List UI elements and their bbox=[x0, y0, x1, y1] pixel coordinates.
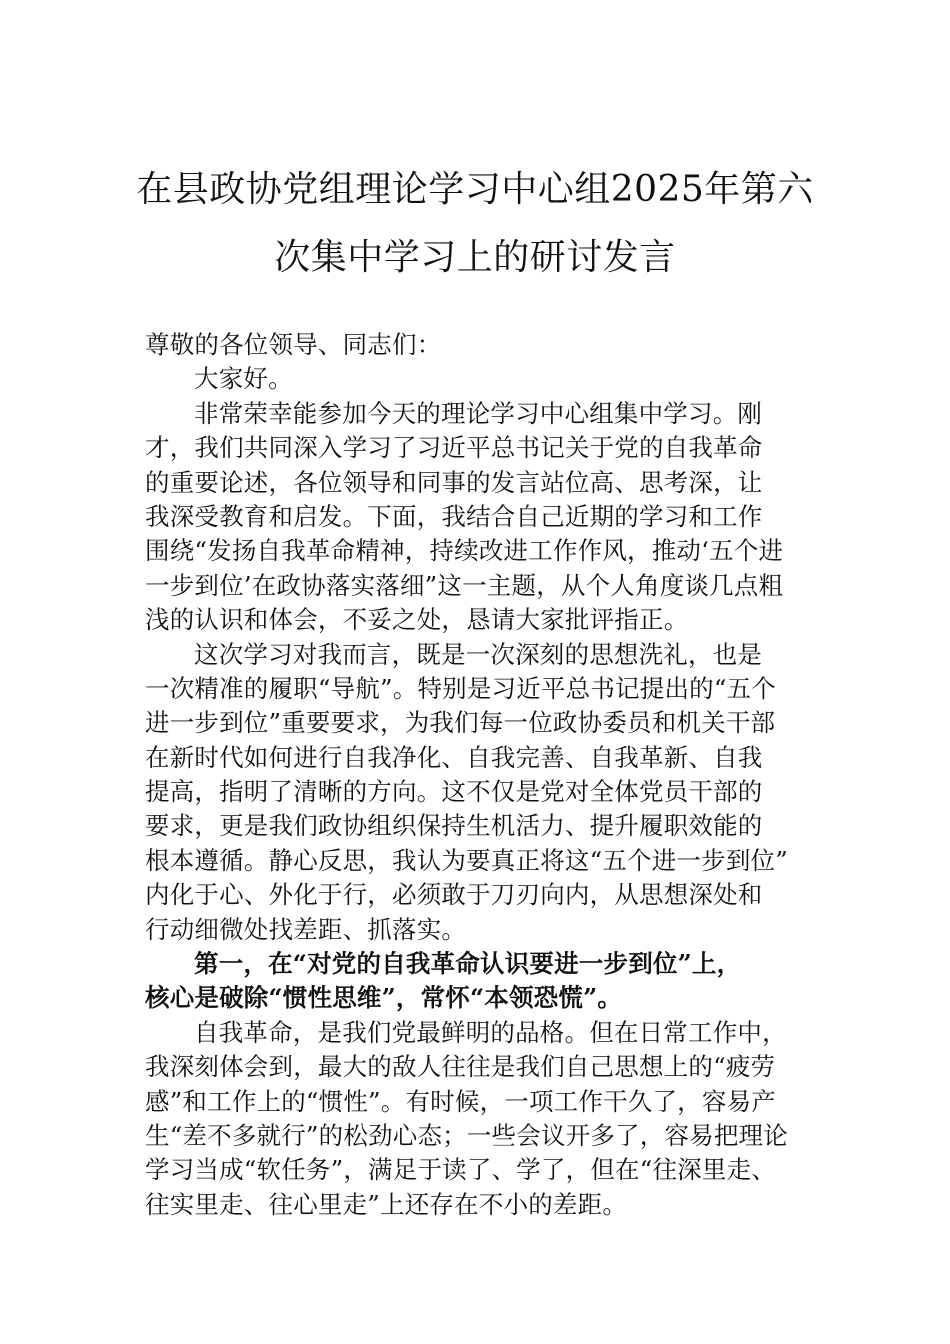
text-line: 我深受教育和启发。下面，我结合自己近期的学习和工作 bbox=[145, 501, 763, 531]
text-line: 我深刻体会到，最大的敌人往往是我们自己思想上的“疲劳 bbox=[145, 1052, 776, 1082]
text-line: 一步到位’在政协落实落细”这一主题，从个人角度谈几点粗 bbox=[145, 570, 784, 600]
text-line: 提高，指明了清晰的方向。这不仅是党对全体党员干部的 bbox=[145, 777, 763, 807]
text-line: 行动细微处找差距、抓落实。 bbox=[145, 914, 467, 944]
text-line: 的重要论述，各位领导和同事的发言站位高、思考深，让 bbox=[145, 467, 763, 497]
text-line: 围绕“发扬自我革命精神，持续改进工作作风，推动‘五个进 bbox=[145, 536, 784, 566]
text-line: 大家好。 bbox=[194, 364, 293, 394]
text-line: 往实里走、往心里走”上还存在不小的差距。 bbox=[145, 1189, 628, 1219]
text-line: 一次精准的履职“导航”。特别是习近平总书记提出的“五个 bbox=[145, 673, 776, 703]
text-line: 浅的认识和体会，不妥之处，恳请大家批评指正。 bbox=[145, 605, 689, 635]
text-line: 感”和工作上的“惯性”。有时候，一项工作干久了，容易产 bbox=[145, 1086, 776, 1116]
text-line: 根本遵循。静心反思，我认为要真正将这“五个进一步到位” bbox=[145, 845, 788, 875]
text-line: 生“差不多就行”的松劲心态；一些会议开多了，容易把理论 bbox=[145, 1120, 788, 1150]
text-line: 自我革命，是我们党最鲜明的品格。但在日常工作中， bbox=[194, 1017, 787, 1047]
text-line: 内化于心、外化于行，必须敢于刀刃向内，从思想深处和 bbox=[145, 880, 763, 910]
text-line: 核心是破除“惯性思维”，常怀“本领恐慌”。 bbox=[145, 983, 623, 1013]
document-body bbox=[145, 328, 835, 1222]
document-title-line-1: 在县政协党组理论学习中心组2025年第六 bbox=[136, 169, 814, 210]
text-line: 第一，在“对党的自我革命认识要进一步到位”上， bbox=[194, 949, 742, 979]
text-line: 才，我们共同深入学习了习近平总书记关于党的自我革命 bbox=[145, 433, 763, 463]
text-line: 学习当成“软任务”，满足于读了、学了，但在“往深里走、 bbox=[145, 1155, 776, 1185]
text-line: 这次学习对我而言，既是一次深刻的思想洗礼，也是 bbox=[194, 639, 763, 669]
text-line: 要求，更是我们政协组织保持生机活力、提升履职效能的 bbox=[145, 811, 763, 841]
document-title-line-2: 次集中学习上的研讨发言 bbox=[274, 237, 676, 278]
text-line: 非常荣幸能参加今天的理论学习中心组集中学习。刚 bbox=[194, 398, 763, 428]
text-line: 进一步到位”重要要求，为我们每一位政协委员和机关干部 bbox=[145, 708, 776, 738]
text-line: 在新时代如何进行自我净化、自我完善、自我革新、自我 bbox=[145, 742, 763, 772]
text-line: 尊敬的各位领导、同志们： bbox=[145, 330, 442, 359]
